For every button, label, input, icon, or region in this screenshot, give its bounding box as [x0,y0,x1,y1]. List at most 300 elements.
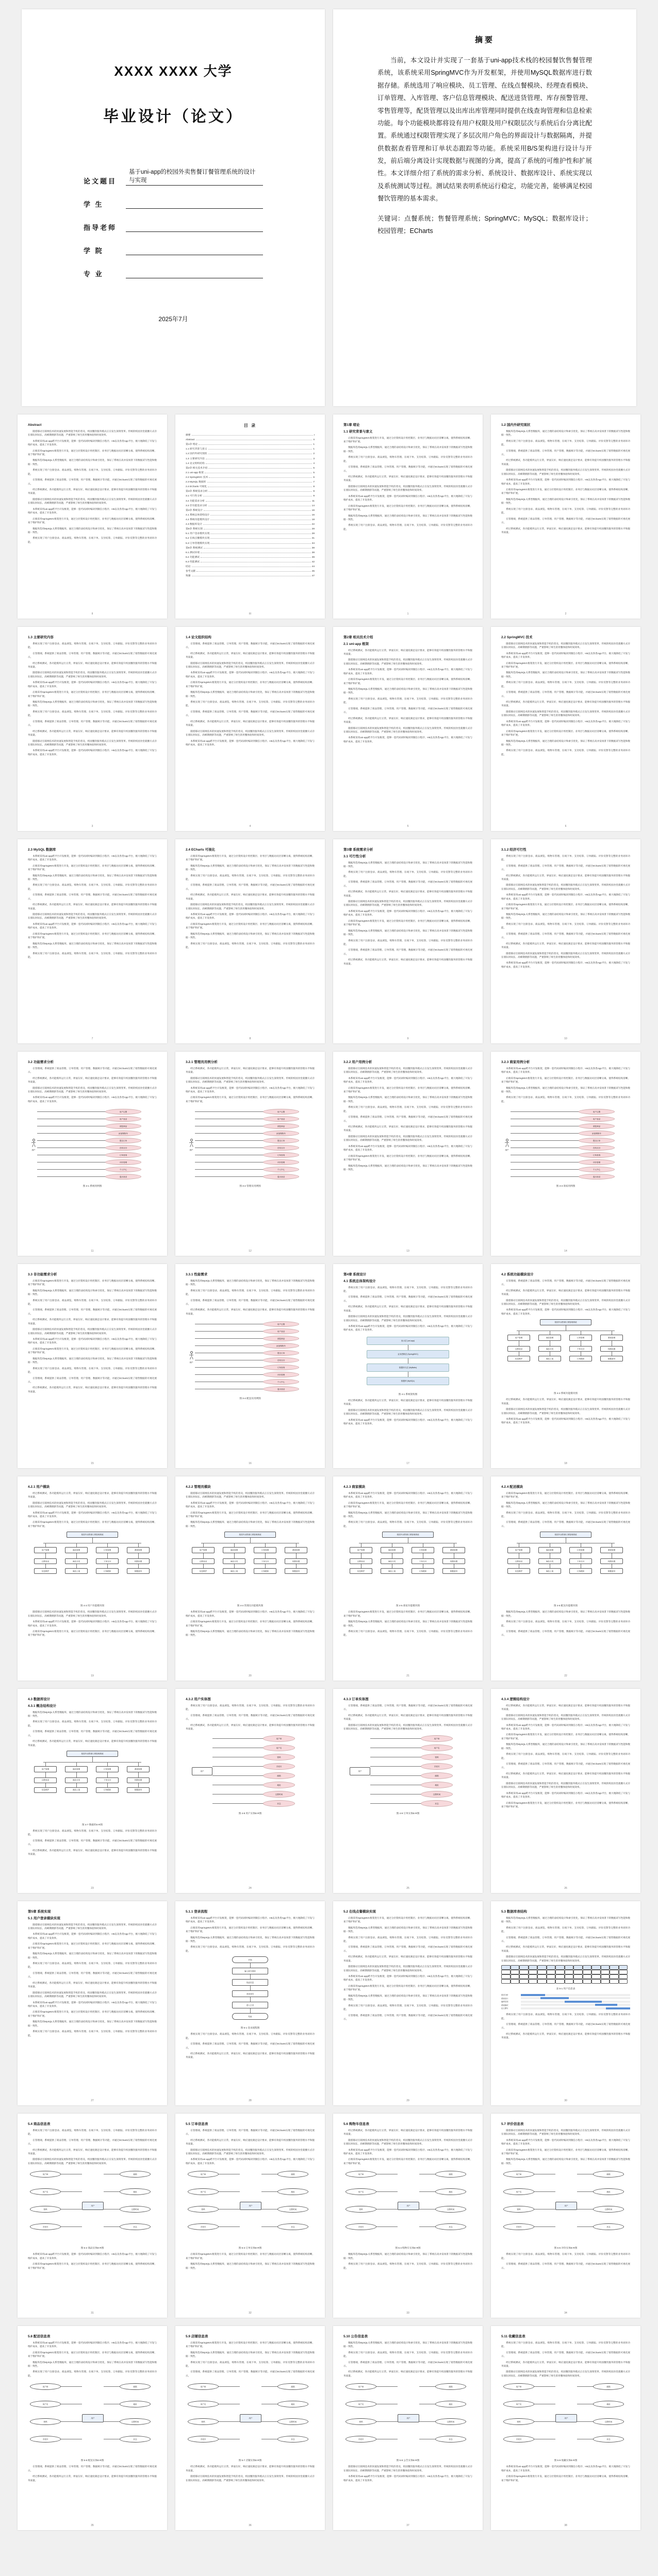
er-attribute-node: 用户名 [503,2188,534,2195]
body-paragraph: 本系统采用uni-app跨平台开发框架，能够一套代码同时编译到微信小程序、H5以及各类App平台，极大地降低了开发与维护成本，提高了开发效率。 [28,2001,157,2007]
page-thumbnail[interactable] [175,1901,325,2105]
first-page-row [0,9,658,406]
connector [511,1169,579,1170]
tree-root-node: 校园外卖售餐订餐管理系统 [224,1532,276,1538]
page-thumbnail[interactable] [18,627,167,831]
page-thumbnail[interactable] [491,839,640,1043]
page-number: 26 [564,1887,567,1890]
table-cell [619,1974,628,1979]
body-paragraph: 本系统采用uni-app跨平台开发框架，能够一套代码同时编译到微信小程序、H5以及各类App平台，极大地降低了开发与维护成本，提高了开发效率。 [28,2253,157,2259]
body-paragraph: 在管理端，系统提供了商品管理、订单管理、用户管理、数据统计等功能，并通过ECharts实现了销售数据的可视化展示。 [501,864,630,871]
er-attribute-node: 手机号 [346,2223,376,2230]
toc-entry-label: 1.1 研究背景与意义 [186,448,207,451]
section-heading: 4.3.3 订单实体图 [343,1698,369,1701]
connector [138,1783,139,1787]
er-diagram [501,2168,630,2245]
er-attribute-node: 状态 [435,2223,466,2230]
body-paragraph: 本系统采用uni-app跨平台开发框架，能够一套代码同时编译到微信小程序、H5以及各类App平台，极大地降低了开发与维护成本，提高了开发效率。 [186,1916,315,1923]
use-case-node: 个人中心 [263,1379,299,1385]
page-thumbnail[interactable] [18,1264,167,1468]
page-thumbnail[interactable] [18,1901,167,2105]
figure-caption: 图 4-8 用户实体E-R图 [238,1812,262,1815]
body-paragraph: 系统实现了用户注册登录、商品浏览、购物车管理、在线下单、支付结算、订单跟踪、评价反馈等完整的业务闭环功能。 [501,439,630,446]
body-paragraph: 经过系统测试，各功能模块运行正常，界面友好，响应速度满足设计要求，能够有效提升校园餐饮服务的管理水平和服务质量。 [28,2148,157,2155]
body-paragraph: 经过系统测试，各功能模块运行正常，界面友好，响应速度满足设计要求，能够有效提升校园餐饮服务的管理水平和服务质量。 [343,1955,472,1962]
toc-dot-leader [208,491,312,492]
section-heading: 第1章 绪论 [343,423,360,427]
tree-branch-node: 商品管理 [381,1547,403,1553]
body-paragraph: 经过系统测试，各功能模块运行正常，界面友好，响应速度满足设计要求，能够有效提升校园餐饮服务的管理水平和服务质量。 [28,903,157,910]
body-paragraph: 随着移动互联网技术的快速发展和智能手机的普及，校园餐饮服务模式正在发生深刻变革。传统的校园食堂就餐方式存在排队时间长、高峰期拥挤等问题，严重影响了师生的用餐体验和时间效率。 [501,884,630,890]
section-heading: 4.2.3 商家模块 [343,1485,366,1489]
tree-leaf-node: 商品分类 [538,1346,561,1352]
page-number: 36 [249,2524,252,2527]
er-attribute-node: 地址 [277,2188,308,2195]
page-number: 32 [249,2312,252,2315]
body-paragraph: 在管理端，系统提供了商品管理、订单管理、用户管理、数据统计等功能，并通过ECharts实现了销售数据的可视化展示。 [28,2138,157,2146]
body-paragraph: 系统实现了用户注册登录、商品浏览、购物车管理、在线下单、支付结算、订单跟踪、评价反馈等完整的业务闭环功能。 [28,1299,157,1305]
body-paragraph: 后端采用SpringMVC框架进行开发，通过分层架构设计将控制层、业务层与数据访问层清晰分离，使得系统结构清晰、易于维护和扩展。 [186,854,315,861]
page-thumbnail[interactable] [333,1264,483,1468]
er-attribute-node: 邮箱 [120,2171,151,2178]
er-attribute-node: 地址 [593,2188,624,2195]
toc-row[interactable] [186,551,315,555]
body-paragraph: 在管理端，系统提供了商品管理、订单管理、用户管理、数据统计等功能，并通过ECharts实现了销售数据的可视化展示。 [28,2465,157,2472]
connector [534,2226,555,2227]
connector [45,1543,46,1547]
connector [234,1543,235,1547]
tree-leaf-node: 注册登录 [34,1558,57,1564]
page-thumbnail[interactable] [491,1689,640,1893]
page-thumbnail[interactable] [333,1476,483,1681]
body-paragraph: 数据库选用MySQL关系型数据库，通过合理的表结构设计和索引优化，保证了系统在高并发场景下的数据读写性能和数据一致性。 [343,1620,472,1627]
tree-leaf-node: 下单支付 [569,1558,592,1564]
page-thumbnail[interactable] [333,1901,483,2105]
toc-row[interactable] [186,569,315,574]
toc-row[interactable] [186,438,315,442]
university-name: XXXX XXXX 大学 [114,63,233,79]
body-paragraph: 本系统采用uni-app跨平台开发框架，能够一套代码同时编译到微信小程序、H5以及各类App平台，极大地降低了开发与维护成本，提高了开发效率。 [501,961,630,968]
toc-entry-label: 4.3 数据库设计 [186,523,202,526]
page-thumbnail[interactable] [491,2326,640,2530]
body-paragraph: 随着移动互联网技术的快速发展和智能手机的普及，校园餐饮服务模式正在发生深刻变革。传统的校园食堂就餐方式存在排队时间长、高峰期拥挤等问题，严重影响了师生的用餐体验和时间效率。 [501,1714,630,1721]
toc-page-number: 16 [311,513,315,517]
er-attribute-node: 用户ID [263,1735,295,1742]
body-paragraph: 随着移动互联网技术的快速发展和智能手机的普及，校园餐饮服务模式正在发生深刻变革。传统的校园食堂就餐方式存在排队时间长、高峰期拥挤等问题，严重影响了师生的用餐体验和时间效率。 [28,1923,157,1930]
body-paragraph: 本系统采用uni-app跨平台开发框架，能够一套代码同时编译到微信小程序、H5以及各类App平台，极大地降低了开发与维护成本，提高了开发效率。 [343,668,472,675]
body-paragraph: 随着移动互联网技术的快速发展和智能手机的普及，校园餐饮服务模式正在发生深刻变革。传统的校园食堂就餐方式存在排队时间长、高峰期拥挤等问题，严重影响了师生的用餐体验和时间效率。 [343,2465,472,2472]
page-number: 24 [249,1887,252,1890]
toc-page-number: 38 [311,551,315,554]
tree-branch-node: 用户管理 [34,1766,57,1772]
toc-page-number: 1 [313,448,315,451]
toc-row[interactable] [186,466,315,471]
cover-field-row [84,222,263,232]
toc-row[interactable] [186,442,315,447]
body-paragraph: 在管理端，系统提供了商品管理、订单管理、用户管理、数据统计等功能，并通过ECharts实现了销售数据的可视化展示。 [343,949,472,955]
body-paragraph: 经过系统测试，各功能模块运行正常，界面友好，响应速度满足设计要求，能够有效提升校园餐饮服务的管理水平和服务质量。 [343,958,472,965]
gantt-bar [521,1994,545,1996]
body-paragraph: 后端采用SpringMVC框架进行开发，通过分层架构设计将控制层、业务层与数据访问层清晰分离，使得系统结构清晰、易于维护和扩展。 [501,903,630,910]
tree-branch-node: 商品管理 [223,1547,245,1553]
connector [234,1564,235,1568]
connector [138,1564,139,1568]
page-thumbnail[interactable] [18,2326,167,2530]
page-thumbnail[interactable] [491,1476,640,1681]
toc-row[interactable] [186,494,315,498]
toc-page-number: 42 [311,560,315,563]
use-case-node: 退出登录 [105,1174,141,1179]
toc-row[interactable] [186,471,315,475]
body-paragraph: 数据库选用MySQL关系型数据库，通过合理的表结构设计和索引优化，保证了系统在高并发场景下的数据读写性能和数据一致性。 [343,861,472,868]
use-case-node: 浏览商品 [263,1123,299,1129]
connector [511,1140,579,1141]
toc-row[interactable] [186,518,315,522]
tree-leaf-node: 注册登录 [507,1558,530,1564]
page-thumbnail[interactable] [175,627,325,831]
body-paragraph: 系统实现了用户注册登录、商品浏览、购物车管理、在线下单、支付结算、订单跟踪、评价反馈等完整的业务闭环功能。 [186,1946,315,1952]
toc-row[interactable] [186,504,315,508]
tree-branch-node: 订单管理 [96,1766,119,1772]
page-thumbnail[interactable] [175,1476,325,1681]
page-thumbnail[interactable] [333,1052,483,1256]
page-thumbnail[interactable] [18,1689,167,1893]
field-label-major: 专 业 [84,270,104,278]
gantt-track [521,2001,630,2003]
section-heading: 4.2 系统功能模块设计 [501,1273,534,1276]
gantt-row [501,1997,630,2000]
tree-branch-node: 用户管理 [507,1335,530,1341]
toc-dot-leader [208,449,312,450]
er-entity-node: 用户 [82,2414,104,2422]
toc-row[interactable] [186,461,315,466]
page-thumbnail[interactable] [333,839,483,1043]
page-thumbnail[interactable] [18,414,167,619]
page-thumbnail[interactable] [175,414,325,619]
toc-entry-label: Abstract [186,439,195,442]
connector [195,1133,263,1134]
connector [107,1564,108,1568]
body-paragraph: 随着移动互联网技术的快速发展和智能手机的普及，校园餐饮服务模式正在发生深刻变革。传统的校园食堂就餐方式存在排队时间长、高峰期拥挤等问题，严重影响了师生的用餐体验和时间效率。 [343,1408,472,1416]
body-paragraph: 在管理端，系统提供了商品管理、订单管理、用户管理、数据统计等功能，并通过ECharts实现了销售数据的可视化展示。 [28,720,157,727]
body-paragraph: 本系统采用uni-app跨平台开发框架，能够一套代码同时编译到微信小程序、H5以及各类App平台，极大地降低了开发与维护成本，提高了开发效率。 [343,2148,472,2155]
page-thumbnail[interactable] [491,1264,640,1468]
page-thumbnail[interactable] [175,1264,325,1468]
toc-row[interactable] [186,489,315,494]
body-paragraph: 系统实现了用户注册登录、商品浏览、购物车管理、在线下单、支付结算、订单跟踪、评价反馈等完整的业务闭环功能。 [186,701,315,707]
toc-entry-label: 5.1 用户登录模块实现 [186,533,210,536]
page-thumbnail[interactable] [333,627,483,831]
toc-page-number: II [313,439,315,442]
tree-branch-node: 订单管理 [96,1547,119,1553]
toc-row[interactable] [186,555,315,560]
page-thumbnail[interactable] [333,2326,483,2530]
er-attribute-node: 注册时间 [263,1791,295,1798]
body-paragraph: 系统实现了用户注册登录、商品浏览、购物车管理、在线下单、支付结算、订单跟踪、评价反馈等完整的业务闭环功能。 [28,642,157,649]
function-module-tree [186,1531,315,1603]
er-attribute-node: 手机号 [346,2436,376,2442]
body-paragraph: 系统实现了用户注册登录、商品浏览、购物车管理、在线下单、支付结算、订单跟踪、评价反馈等完整的业务闭环功能。 [501,2253,630,2259]
table-cell [565,1979,574,1984]
toc-row[interactable] [186,513,315,518]
section-heading: 第3章 系统需求分析 [343,848,373,852]
page-thumbnail[interactable] [491,414,640,619]
page-number: 3 [91,825,93,828]
body-paragraph: 数据库选用MySQL关系型数据库，通过合理的表结构设计和索引优化，保证了系统在高并发场景下的数据读写性能和数据一致性。 [28,942,157,949]
er-entity-node: 用户 [192,1767,212,1775]
toc-entry-label: 第3章 系统需求分析 [186,490,208,493]
body-paragraph: 本系统采用uni-app跨平台开发框架，能够一套代码同时编译到微信小程序、H5以及各类App平台，极大地降低了开发与维护成本，提高了开发效率。 [343,1418,472,1425]
architecture-layer: 数据持久层 (MyBatis) [367,1364,449,1372]
tree-leaf-node: 商品上架 [65,1787,88,1793]
er-entity-node: 用户 [398,2414,419,2422]
abstract-keywords: 关键词：点餐系统；售餐管理系统；SpringMVC；MySQL；数据库设计；校园管理；ECharts [377,214,592,235]
tree-leaf-node: 订单跟踪 [569,1356,592,1361]
body-paragraph: 系统实现了用户注册登录、商品浏览、购物车管理、在线下单、支付结算、订单跟踪、评价反馈等完整的业务闭环功能。 [28,2370,157,2377]
body-paragraph: 在管理端，系统提供了商品管理、订单管理、用户管理、数据统计等功能，并通过ECharts实现了销售数据的可视化展示。 [186,642,315,649]
body-paragraph: 系统实现了用户注册登录、商品浏览、购物车管理、在线下单、支付结算、订单跟踪、评价反馈等完整的业务闭环功能。 [343,1106,472,1112]
er-attribute-node: 状态 [120,2436,151,2442]
body-paragraph: 系统实现了用户注册登录、商品浏览、购物车管理、在线下单、支付结算、订单跟踪、评价反馈等完整的业务闭环功能。 [343,939,472,945]
toc-row[interactable] [186,531,315,536]
body-paragraph: 随着移动互联网技术的快速发展和智能手机的普及，校园餐饮服务模式正在发生深刻变革。传统的校园食堂就餐方式存在排队时间长、高峰期拥挤等问题，严重影响了师生的用餐体验和时间效率。 [343,658,472,665]
toc-row[interactable] [186,527,315,531]
table-cell [537,1979,547,1984]
body-paragraph: 系统实现了用户注册登录、商品浏览、购物车管理、在线下单、支付结算、订单跟踪、评价反馈等完整的业务闭环功能。 [343,1286,472,1292]
page-thumbnail[interactable] [333,414,483,619]
body-paragraph: 数据库选用MySQL关系型数据库，通过合理的表结构设计和索引优化，保证了系统在高并发场景下的数据读写性能和数据一致性。 [343,514,472,521]
page-thumbnail[interactable] [175,2114,325,2318]
connector [195,1345,263,1346]
tree-branch-node: 用户管理 [350,1547,372,1553]
toc-row[interactable] [186,536,315,541]
body-paragraph: 经过系统测试，各功能模块运行正常，界面友好，响应速度满足设计要求，能够有效提升校园餐饮服务的管理水平和服务质量。 [186,1067,315,1074]
body-paragraph: 经过系统测试，各功能模块运行正常，界面友好，响应速度满足设计要求，能够有效提升校园餐饮服务的管理水平和服务质量。 [343,475,472,482]
architecture-diagram [356,1335,459,1391]
page-thumbnail[interactable] [175,2326,325,2530]
page-thumbnail[interactable] [175,839,325,1043]
tree-leaf-node: 数据备份 [600,1568,623,1574]
table-cell [547,1974,556,1979]
toc-row[interactable] [186,475,315,480]
er-attribute-node: 地址 [435,2188,466,2195]
toc-row[interactable] [186,546,315,551]
figure-caption: 图 5-9 收藏实体E-R图 [554,2459,578,2462]
er-attribute-node: 注册时间 [120,2418,151,2425]
body-paragraph: 后端采用SpringMVC框架进行开发，通过分层架构设计将控制层、业务层与数据访问层清晰分离，使得系统结构清晰、易于维护和扩展。 [343,1086,472,1093]
tree-leaf-node: 商品分类 [65,1777,88,1783]
toc-row[interactable] [186,564,315,569]
page-thumbnail[interactable] [18,2114,167,2318]
body-paragraph: 系统实现了用户注册登录、商品浏览、购物车管理、在线下单、支付结算、订单跟踪、评价反馈等完整的业务闭环功能。 [501,1753,630,1759]
figure-caption: 图 3-2 管理员用例图 [239,1185,261,1188]
body-paragraph: 本系统采用uni-app跨平台开发框架，能够一套代码同时编译到微信小程序、H5以及各类App平台，极大地降低了开发与维护成本，提高了开发效率。 [501,893,630,900]
connector [138,1762,139,1766]
toc-dot-leader [206,501,311,502]
toc-row[interactable] [186,447,315,452]
er-attribute-node: 手机号 [30,2223,61,2230]
toc-row[interactable] [186,508,315,513]
er-attribute-node: 用户ID [346,2171,376,2178]
table-cell [511,1970,520,1974]
page-thumbnail[interactable] [175,1052,325,1256]
actor-label: 用户 [189,1361,193,1364]
table-cell [501,1970,511,1974]
table-cell [519,1970,529,1974]
body-paragraph: 数据库选用MySQL关系型数据库，通过合理的表结构设计和索引优化，保证了系统在高并发场景下的数据读写性能和数据一致性。 [501,739,630,746]
toc-row[interactable] [186,560,315,564]
connector [534,2191,555,2192]
body-paragraph: 后端采用SpringMVC框架进行开发，通过分层架构设计将控制层、业务层与数据访问层清晰分离，使得系统结构清晰、易于维护和扩展。 [343,2158,472,2165]
body-paragraph: 经过系统测试，各功能模块运行正常，界面友好，响应速度满足设计要求，能够有效提升校园餐饮服务的管理水平和服务质量。 [28,2475,157,2482]
toc-row[interactable] [186,480,315,485]
table-cell [565,1970,574,1974]
toc-row[interactable] [186,452,315,456]
tree-branch-node: 系统管理 [600,1547,623,1553]
abstract-title: 摘要 [474,36,495,44]
body-paragraph: 后端采用SpringMVC框架进行开发，通过分层架构设计将控制层、业务层与数据访问层清晰分离，使得系统结构清晰、易于维护和扩展。 [28,1279,157,1286]
page-thumbnail[interactable] [491,627,640,831]
body-paragraph: 在管理端，系统提供了商品管理、订单管理、用户管理、数据统计等功能，并通过ECharts实现了销售数据的可视化展示。 [501,1630,630,1637]
body-paragraph: 经过系统测试，各功能模块运行正常，界面友好，响应速度满足设计要求，能够有效提升校园餐饮服务的管理水平和服务质量。 [186,1308,315,1315]
er-attribute-node: 注册时间 [593,2206,624,2213]
figure-caption: 图 4-6 配送功能模块图 [554,1604,578,1607]
use-case-node: 用户登录 [105,1116,141,1122]
connector [511,1133,579,1134]
toc-page-number: 45 [311,570,315,573]
table-cell [591,1970,601,1974]
field-label-college: 学 院 [84,247,104,255]
toc-row[interactable] [186,522,315,527]
table-cell [601,1974,610,1979]
page-thumbnail[interactable] [18,839,167,1043]
body-paragraph: 数据库选用MySQL关系型数据库，通过合理的表结构设计和索引优化，保证了系统在高并发场景下的数据读写性能和数据一致性。 [186,2351,315,2358]
section-heading: 5.2 在线点餐模块实现 [343,1910,376,1914]
er-attribute-node: 注册时间 [435,2418,466,2425]
connector [61,2226,82,2227]
use-case-node: 个人中心 [579,1167,615,1172]
connector [212,1766,263,1767]
connector [261,2421,277,2422]
tree-leaf-node: 权限设置 [442,1558,465,1564]
cover-date: 2025年7月 [158,315,188,323]
body-paragraph: 数据库选用MySQL关系型数据库，通过合理的表结构设计和索引优化，保证了系统在高并发场景下的数据读写性能和数据一致性。 [501,671,630,678]
toc-page-number: 31 [311,537,315,540]
page-thumbnail[interactable] [491,1901,640,2105]
body-paragraph: 经过系统测试，各功能模块运行正常，界面友好，响应速度满足设计要求，能够有效提升校园餐饮服务的管理水平和服务质量。 [186,720,315,727]
body-paragraph: 后端采用SpringMVC框架进行开发，通过分层架构设计将控制层、业务层与数据访问层清晰分离，使得系统结构清晰、易于维护和扩展。 [28,691,157,697]
body-paragraph: 随着移动互联网技术的快速发展和智能手机的普及，校园餐饮服务模式正在发生深刻变革。传统的校园食堂就餐方式存在排队时间长、高峰期拥挤等问题，严重影响了师生的用餐体验和时间效率。 [343,485,472,492]
section-heading: 4.3.2 用户实体图 [186,1698,211,1701]
er-attribute-node: 密码 [188,2206,219,2213]
actor-icon [31,1139,36,1147]
section-subheading: 3.1 可行性分析 [343,854,366,858]
section-heading: 4.2.2 管理员模块 [186,1485,211,1489]
page-thumbnail[interactable] [175,1689,325,1893]
toc-page-number: 5 [313,467,315,470]
body-paragraph: 经过系统测试，各功能模块运行正常，界面友好，响应速度满足设计要求，能够有效提升校园餐饮服务的管理水平和服务质量。 [501,1289,630,1296]
page-number: 38 [564,2524,567,2527]
connector [212,1738,263,1739]
section-heading: 1.3 主要研究内容 [28,636,54,639]
body-paragraph: 在管理端，系统提供了商品管理、订单管理、用户管理、数据统计等功能，并通过ECharts实现了销售数据的可视化展示。 [501,449,630,456]
er-attribute-node: 密码 [346,2418,376,2425]
document-type: 毕业设计（论文） [103,108,243,125]
toc-row[interactable] [186,433,315,438]
body-paragraph: 随着移动互联网技术的快速发展和智能手机的普及，校园餐饮服务模式正在发生深刻变革。传统的校园食堂就餐方式存在排队时间长、高峰期拥挤等问题，严重影响了师生的用餐体验和时间效率。 [186,729,315,737]
toc-row[interactable] [186,499,315,504]
toc-entry-label: 第4章 系统设计 [186,509,203,512]
connector [376,2191,398,2192]
page-thumbnail[interactable] [491,1052,640,1256]
body-paragraph: 在管理端，系统提供了商品管理、订单管理、用户管理、数据统计等功能，并通过ECharts实现了销售数据的可视化展示。 [343,707,472,714]
table-cell [591,1974,601,1979]
toc-row[interactable] [186,574,315,578]
body-paragraph: 数据库选用MySQL关系型数据库，通过合理的表结构设计和索引优化，保证了系统在高并发场景下的数据读写性能和数据一致性。 [343,1511,472,1518]
toc-row[interactable] [186,485,315,489]
section-heading: 第4章 系统设计 [343,1273,367,1276]
table-cell [583,1974,592,1979]
page-number: 13 [406,1250,409,1253]
body-paragraph: 随着移动互联网技术的快速发展和智能手机的普及，校园餐饮服务模式正在发生深刻变革。传统的校园食堂就餐方式存在排队时间长、高峰期拥挤等问题，严重影响了师生的用餐体验和时间效率。 [186,661,315,668]
body-paragraph: 随着移动互联网技术的快速发展和智能手机的普及，校园餐饮服务模式正在发生深刻变革。传统的校园食堂就餐方式存在排队时间长、高峰期拥挤等问题，严重影响了师生的用餐体验和时间效率。 [186,903,315,910]
body-paragraph: 经过系统测试，各功能模块运行正常，界面友好，响应速度满足设计要求，能够有效提升校园餐饮服务的管理水平和服务质量。 [28,1491,157,1499]
er-attribute-node: 手机号 [188,2223,219,2230]
page-thumbnail[interactable] [491,2114,640,2318]
body-paragraph: 系统实现了用户注册登录、商品浏览、购物车管理、在线下单、支付结算、订单跟踪、评价反馈等完整的业务闭环功能。 [501,1926,630,1933]
table-cell [511,1965,520,1970]
connector [250,2008,251,2013]
connector [265,1543,266,1547]
body-paragraph: 在管理端，系统提供了商品管理、订单管理、用户管理、数据统计等功能，并通过ECharts实现了销售数据的可视化展示。 [501,2023,630,2030]
tree-leaf-node: 订单跟踪 [412,1568,434,1574]
toc-row[interactable] [186,457,315,461]
body-paragraph: 系统实现了用户注册登录、商品浏览、购物车管理、在线下单、支付结算、订单跟踪、评价反馈等完整的业务闭环功能。 [28,1367,157,1374]
body-paragraph: 后端采用SpringMVC框架进行开发，通过分层架构设计将控制层、业务层与数据访问层清晰分离，使得系统结构清晰、易于维护和扩展。 [186,2341,315,2348]
er-attribute-node: 用户ID [188,2383,219,2390]
body-paragraph: 在管理端，系统提供了商品管理、订单管理、用户管理、数据统计等功能，并通过ECharts实现了销售数据的可视化展示。 [186,2129,315,2136]
toc-entry-label: 第2章 相关技术介绍 [186,467,208,470]
body-paragraph: 数据库选用MySQL关系型数据库，通过合理的表结构设计和索引优化，保证了系统在高并发场景下的数据读写性能和数据一致性。 [28,527,157,534]
body-paragraph: 数据库选用MySQL关系型数据库，通过合理的表结构设计和索引优化，保证了系统在高并发场景下的数据读写性能和数据一致性。 [28,1289,157,1296]
er-attribute-node: 状态 [435,2436,466,2442]
tree-leaf-node: 商品分类 [223,1558,245,1564]
connector [45,1762,46,1766]
page-thumbnail[interactable] [333,1689,483,1893]
table-cell [537,1965,547,1970]
section-subheading: 2.1 uni-app 框架 [343,642,369,646]
tree-leaf-node: 下单支付 [569,1346,592,1352]
body-paragraph: 系统实现了用户注册登录、商品浏览、购物车管理、在线下单、支付结算、订单跟踪、评价反馈等完整的业务闭环功能。 [343,2351,472,2358]
toc-row[interactable] [186,541,315,546]
section-heading: 5.7 评价信息表 [501,2122,524,2126]
toc-entry-label: 6.2 功能测试 [186,556,200,559]
tree-leaf-node: 信息维护 [192,1568,215,1574]
table-cell [565,1965,574,1970]
er-attribute-node: 地址 [263,1782,295,1788]
connector [37,1140,105,1141]
body-paragraph: 随着移动互联网技术的快速发展和智能手机的普及，校园餐饮服务模式正在发生深刻变革。传统的校园食堂就餐方式存在排队时间长、高峰期拥挤等问题，严重影响了师生的用餐体验和时间效率。 [28,671,157,678]
gantt-row [501,2004,630,2006]
table-cell [619,1970,628,1974]
body-paragraph: 后端采用SpringMVC框架进行开发，通过分层架构设计将控制层、业务层与数据访问层清晰分离，使得系统结构清晰、易于维护和扩展。 [186,2253,315,2259]
page-thumbnail[interactable] [18,1476,167,1681]
body-paragraph: 本系统采用uni-app跨平台开发框架，能够一套代码同时编译到微信小程序、H5以及各类App平台，极大地降低了开发与维护成本，提高了开发效率。 [28,1338,157,1344]
er-attribute-node: 用户ID [421,1735,453,1742]
page-thumbnail[interactable] [333,2114,483,2318]
er-attribute-node: 注册时间 [277,2418,308,2425]
page-thumbnail[interactable] [18,1052,167,1256]
